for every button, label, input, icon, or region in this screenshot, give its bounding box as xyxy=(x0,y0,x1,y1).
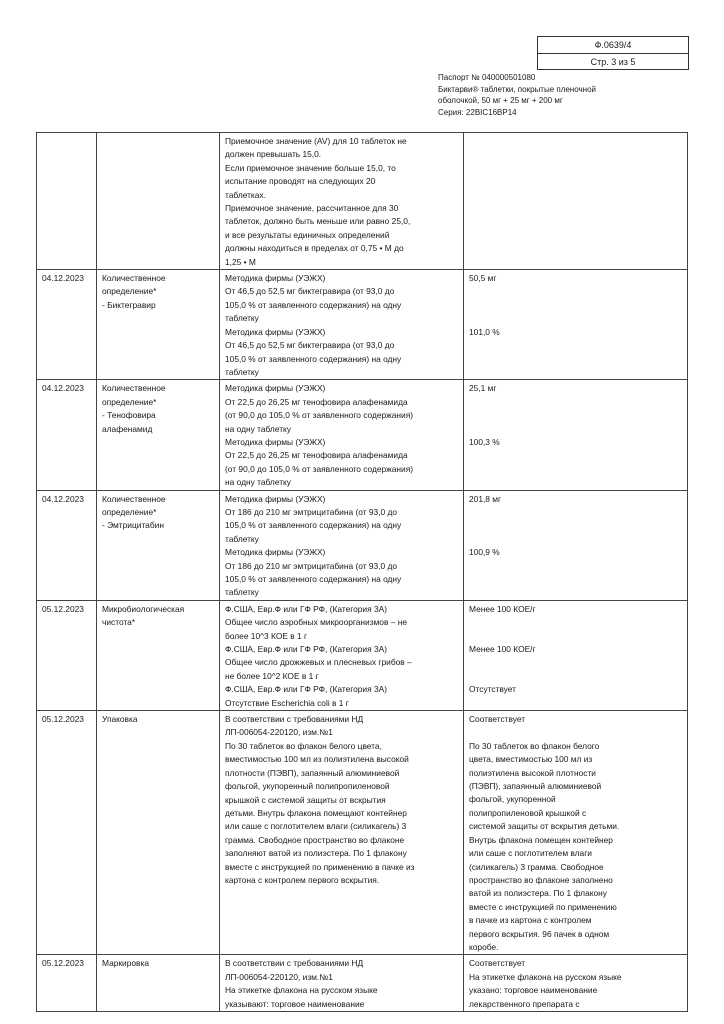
spec-line: Общее число аэробных микроорганизмов – не xyxy=(225,617,408,628)
test-name-cell xyxy=(97,270,220,380)
result-line: По 30 таблеток во флакон белого xyxy=(469,740,600,751)
product-name-line2: оболочкой, 50 мг + 25 мг + 200 мг xyxy=(438,96,563,105)
passport-header xyxy=(438,72,688,118)
test-line: Маркировка xyxy=(102,958,149,969)
spec-line: вместимостью 100 мл из полиэтилена высокой xyxy=(225,754,409,765)
test-line: чистота* xyxy=(102,617,136,628)
result-line: вместе с инструкцией по применению xyxy=(469,901,617,912)
spec-line: Отсутствие Escherichia coli в 1 г xyxy=(225,697,349,708)
test-line: алафенамид xyxy=(102,423,153,434)
spec-line: От 22,5 до 26,25 мг тенофовира алафенамида xyxy=(225,450,408,461)
spec-line: грамма. Свободное пространство во флаконе xyxy=(225,834,405,845)
result-line: Отсутствует xyxy=(469,684,516,695)
spec-line: детьми. Внутрь флакона помещают контейнер xyxy=(225,807,407,818)
test-line: Упаковка xyxy=(102,714,138,725)
spec-line: Ф.США, Евр.Ф или ГФ РФ, (Категория 3А) xyxy=(225,603,387,614)
test-line: Количественное xyxy=(102,493,166,504)
test-name-cell xyxy=(97,490,220,600)
test-line: - Биктегравир xyxy=(102,299,156,310)
spec-line: 105,0 % от заявленного содержания) на одну xyxy=(225,353,402,364)
result-line: в пачке из картона с контролем xyxy=(469,915,592,926)
spec-line: плотности (ПЭВП), запаянный алюминиевой xyxy=(225,767,400,778)
result-line: пространство во флаконе заполнено xyxy=(469,874,613,885)
spec-line: От 22,5 до 26,25 мг тенофовира алафенамида xyxy=(225,396,408,407)
spec-line: Методика фирмы (УЭЖХ) xyxy=(225,436,326,447)
result-line: 201,8 мг xyxy=(469,493,502,504)
test-name-cell xyxy=(97,380,220,490)
spec-line: и все результаты единичных определений xyxy=(225,229,390,240)
spec-line: Ф.США, Евр.Ф или ГФ РФ, (Категория 3А) xyxy=(225,684,387,695)
spec-line: 105,0 % от заявленного содержания) на одну xyxy=(225,299,402,310)
spec-line: Приемочное значение (AV) для 10 таблеток не xyxy=(225,136,407,146)
spec-line: Приемочное значение, рассчитанное для 30 xyxy=(225,203,399,214)
spec-line: на одну таблетку xyxy=(225,423,291,434)
result-line xyxy=(469,409,683,422)
spec-line: указывают: торговое наименование xyxy=(225,998,365,1009)
spec-line: должен превышать 15,0. xyxy=(225,149,322,160)
result-line: 100,9 % xyxy=(469,547,500,558)
result-line: полиэтилена высокой плотности xyxy=(469,767,596,778)
result-line: Менее 100 КОЕ/г xyxy=(469,603,536,614)
test-date-cell: 05.12.2023 xyxy=(37,600,97,710)
form-number-box xyxy=(537,36,689,70)
specification-cell xyxy=(220,380,464,490)
page-indicator: Стр. 3 из 5 xyxy=(538,53,688,70)
test-line: - Тенофовира xyxy=(102,410,156,421)
result-line: Внутрь флакона помещен контейнер xyxy=(469,834,613,845)
result-line: первого вскрытия. 96 пачек в одном xyxy=(469,928,610,939)
spec-line: Ф.США, Евр.Ф или ГФ РФ, (Категория 3А) xyxy=(225,644,387,655)
result-line: Соответствует xyxy=(469,714,526,725)
test-name-cell xyxy=(97,133,220,270)
result-line xyxy=(469,423,683,436)
result-line xyxy=(469,312,683,325)
batch-series: Серия: 22BIC16BP14 xyxy=(438,107,517,117)
test-name-cell xyxy=(97,955,220,1012)
result-cell xyxy=(464,380,688,490)
spec-line: От 186 до 210 мг эмтрицитабина (от 93,0 до xyxy=(225,506,398,517)
result-line xyxy=(469,630,683,643)
result-line: На этикетке флакона на русском языке xyxy=(469,971,622,982)
spec-line: Методика фирмы (УЭЖХ) xyxy=(225,383,326,394)
spec-line: должны находиться в пределах от 0,75 • М до xyxy=(225,243,404,254)
test-date-cell: 05.12.2023 xyxy=(37,955,97,1012)
spec-line: Методика фирмы (УЭЖХ) xyxy=(225,326,326,337)
result-line xyxy=(469,616,683,629)
spec-line: (от 90,0 до 105,0 % от заявленного содержания) xyxy=(225,410,414,421)
test-name-cell xyxy=(97,711,220,955)
table-row xyxy=(37,380,688,490)
result-line: 100,3 % xyxy=(469,436,500,447)
result-cell xyxy=(464,270,688,380)
result-line: фольгой, укупоренной xyxy=(469,794,556,805)
specification-cell xyxy=(220,600,464,710)
result-cell xyxy=(464,955,688,1012)
spec-line: Методика фирмы (УЭЖХ) xyxy=(225,547,326,558)
result-line xyxy=(469,726,683,739)
spec-line: От 46,5 до 52,5 мг биктегравира (от 93,0 до xyxy=(225,340,395,351)
spec-line: таблетках. xyxy=(225,189,266,200)
result-cell xyxy=(464,490,688,600)
spec-line: Общее число дрожжевых и плесневых грибов – xyxy=(225,657,412,668)
specification-cell xyxy=(220,955,464,1012)
result-line xyxy=(469,299,683,312)
result-line: Соответствует xyxy=(469,958,526,969)
spec-line: Если приемочное значение больше 15,0, то xyxy=(225,162,396,173)
test-line: Микробиологическая xyxy=(102,603,185,614)
result-line: указано: торговое наименование xyxy=(469,985,598,996)
spec-line: На этикетке флакона на русском языке xyxy=(225,985,378,996)
specification-cell xyxy=(220,270,464,380)
spec-line: фольгой, укупоренный полипропиленовой xyxy=(225,781,390,792)
result-line: или саше с поглотителем влаги xyxy=(469,848,592,859)
result-line xyxy=(469,506,683,519)
table-row xyxy=(37,955,688,1012)
spec-line: вместе с инструкцией по применению в пачке из xyxy=(225,861,415,872)
result-line: 101,0 % xyxy=(469,326,500,337)
result-line xyxy=(469,519,683,532)
table-row xyxy=(37,270,688,380)
result-line xyxy=(469,285,683,298)
spec-line: 105,0 % от заявленного содержания) на одну xyxy=(225,520,402,531)
result-line: полипропиленовой крышкой с xyxy=(469,807,587,818)
test-date-cell xyxy=(37,133,97,270)
table-row xyxy=(37,600,688,710)
table-row xyxy=(37,711,688,955)
spec-line: таблетку xyxy=(225,366,259,377)
test-line: определение* xyxy=(102,396,157,407)
result-cell xyxy=(464,600,688,710)
table-row xyxy=(37,490,688,600)
test-line: Количественное xyxy=(102,273,166,284)
result-line xyxy=(469,670,683,683)
spec-line: таблетку xyxy=(225,587,259,598)
result-cell xyxy=(464,133,688,270)
test-name-cell xyxy=(97,600,220,710)
test-date-cell: 04.12.2023 xyxy=(37,490,97,600)
test-line: определение* xyxy=(102,506,157,517)
result-cell xyxy=(464,711,688,955)
spec-line: таблетку xyxy=(225,313,259,324)
test-date-cell: 04.12.2023 xyxy=(37,380,97,490)
spec-line: таблеток, должно быть меньше или равно 25,0, xyxy=(225,216,411,227)
result-line: Менее 100 КОЕ/г xyxy=(469,644,536,654)
result-line xyxy=(469,396,683,409)
spec-line: В соответствии с требованиями НД xyxy=(225,958,364,969)
table-row xyxy=(37,133,688,270)
result-line: (силикагель) 3 грамма. Свободное xyxy=(469,861,604,872)
test-line: Количественное xyxy=(102,383,166,394)
product-name-line1: Биктарви® таблетки, покрытые пленочной xyxy=(438,84,597,94)
result-line: коробе. xyxy=(469,941,499,952)
spec-line: (от 90,0 до 105,0 % от заявленного содержания) xyxy=(225,463,414,474)
spec-line: ЛП-006054-220120, изм.№1 xyxy=(225,727,333,738)
spec-line: или саше с поглотителем влаги (силикагель) 3 xyxy=(225,821,407,832)
result-line: 25,1 мг xyxy=(469,383,497,394)
form-code: Ф.0639/4 xyxy=(594,40,632,50)
spec-line: Методика фирмы (УЭЖХ) xyxy=(225,273,326,284)
result-line: цвета, вместимостью 100 мл из xyxy=(469,754,593,765)
result-line xyxy=(469,656,683,669)
spec-line: Методика фирмы (УЭЖХ) xyxy=(225,493,326,504)
spec-line: заполняют ватой из полиэстера. По 1 флакону xyxy=(225,848,407,859)
spec-line: От 186 до 210 мг эмтрицитабина (от 93,0 до xyxy=(225,560,398,571)
spec-line: крышкой с системой защиты от вскрытия xyxy=(225,794,386,805)
spec-line: От 46,5 до 52,5 мг биктегравира (от 93,0 до xyxy=(225,286,395,297)
result-line: системой защиты от вскрытия детьми. xyxy=(469,821,620,832)
result-line xyxy=(469,533,683,546)
test-line: определение* xyxy=(102,286,157,297)
passport-number: Паспорт № 040000501080 xyxy=(438,73,536,82)
spec-line: на одну таблетку xyxy=(225,477,291,488)
test-date-cell: 05.12.2023 xyxy=(37,711,97,955)
spec-line: испытание проводят на следующих 20 xyxy=(225,176,376,187)
spec-line: не более 10^2 КОЕ в 1 г xyxy=(225,670,319,681)
test-date-cell: 04.12.2023 xyxy=(37,270,97,380)
test-line: - Эмтрицитабин xyxy=(102,520,164,531)
result-line: лекарственного препарата с xyxy=(469,998,580,1009)
spec-line: картона с контролем первого вскрытия. xyxy=(225,874,380,885)
spec-line: По 30 таблеток во флакон белого цвета, xyxy=(225,740,382,751)
result-line: ватой из полиэстера. По 1 флакону xyxy=(469,888,607,899)
spec-line: таблетку xyxy=(225,533,259,544)
spec-line: В соответствии с требованиями НД xyxy=(225,714,364,725)
specification-cell xyxy=(220,490,464,600)
spec-line: 105,0 % от заявленного содержания) на одну xyxy=(225,574,402,584)
specification-cell xyxy=(220,133,464,270)
specification-cell xyxy=(220,711,464,955)
spec-line: более 10^3 КОЕ в 1 г xyxy=(225,630,308,641)
test-results-table xyxy=(36,132,688,1012)
spec-line: 1,25 • М xyxy=(225,256,256,267)
result-line: (ПЭВП), запаянный алюминиевой xyxy=(469,781,602,792)
result-line: 50,5 мг xyxy=(469,273,497,284)
spec-line: ЛП-006054-220120, изм.№1 xyxy=(225,971,333,982)
